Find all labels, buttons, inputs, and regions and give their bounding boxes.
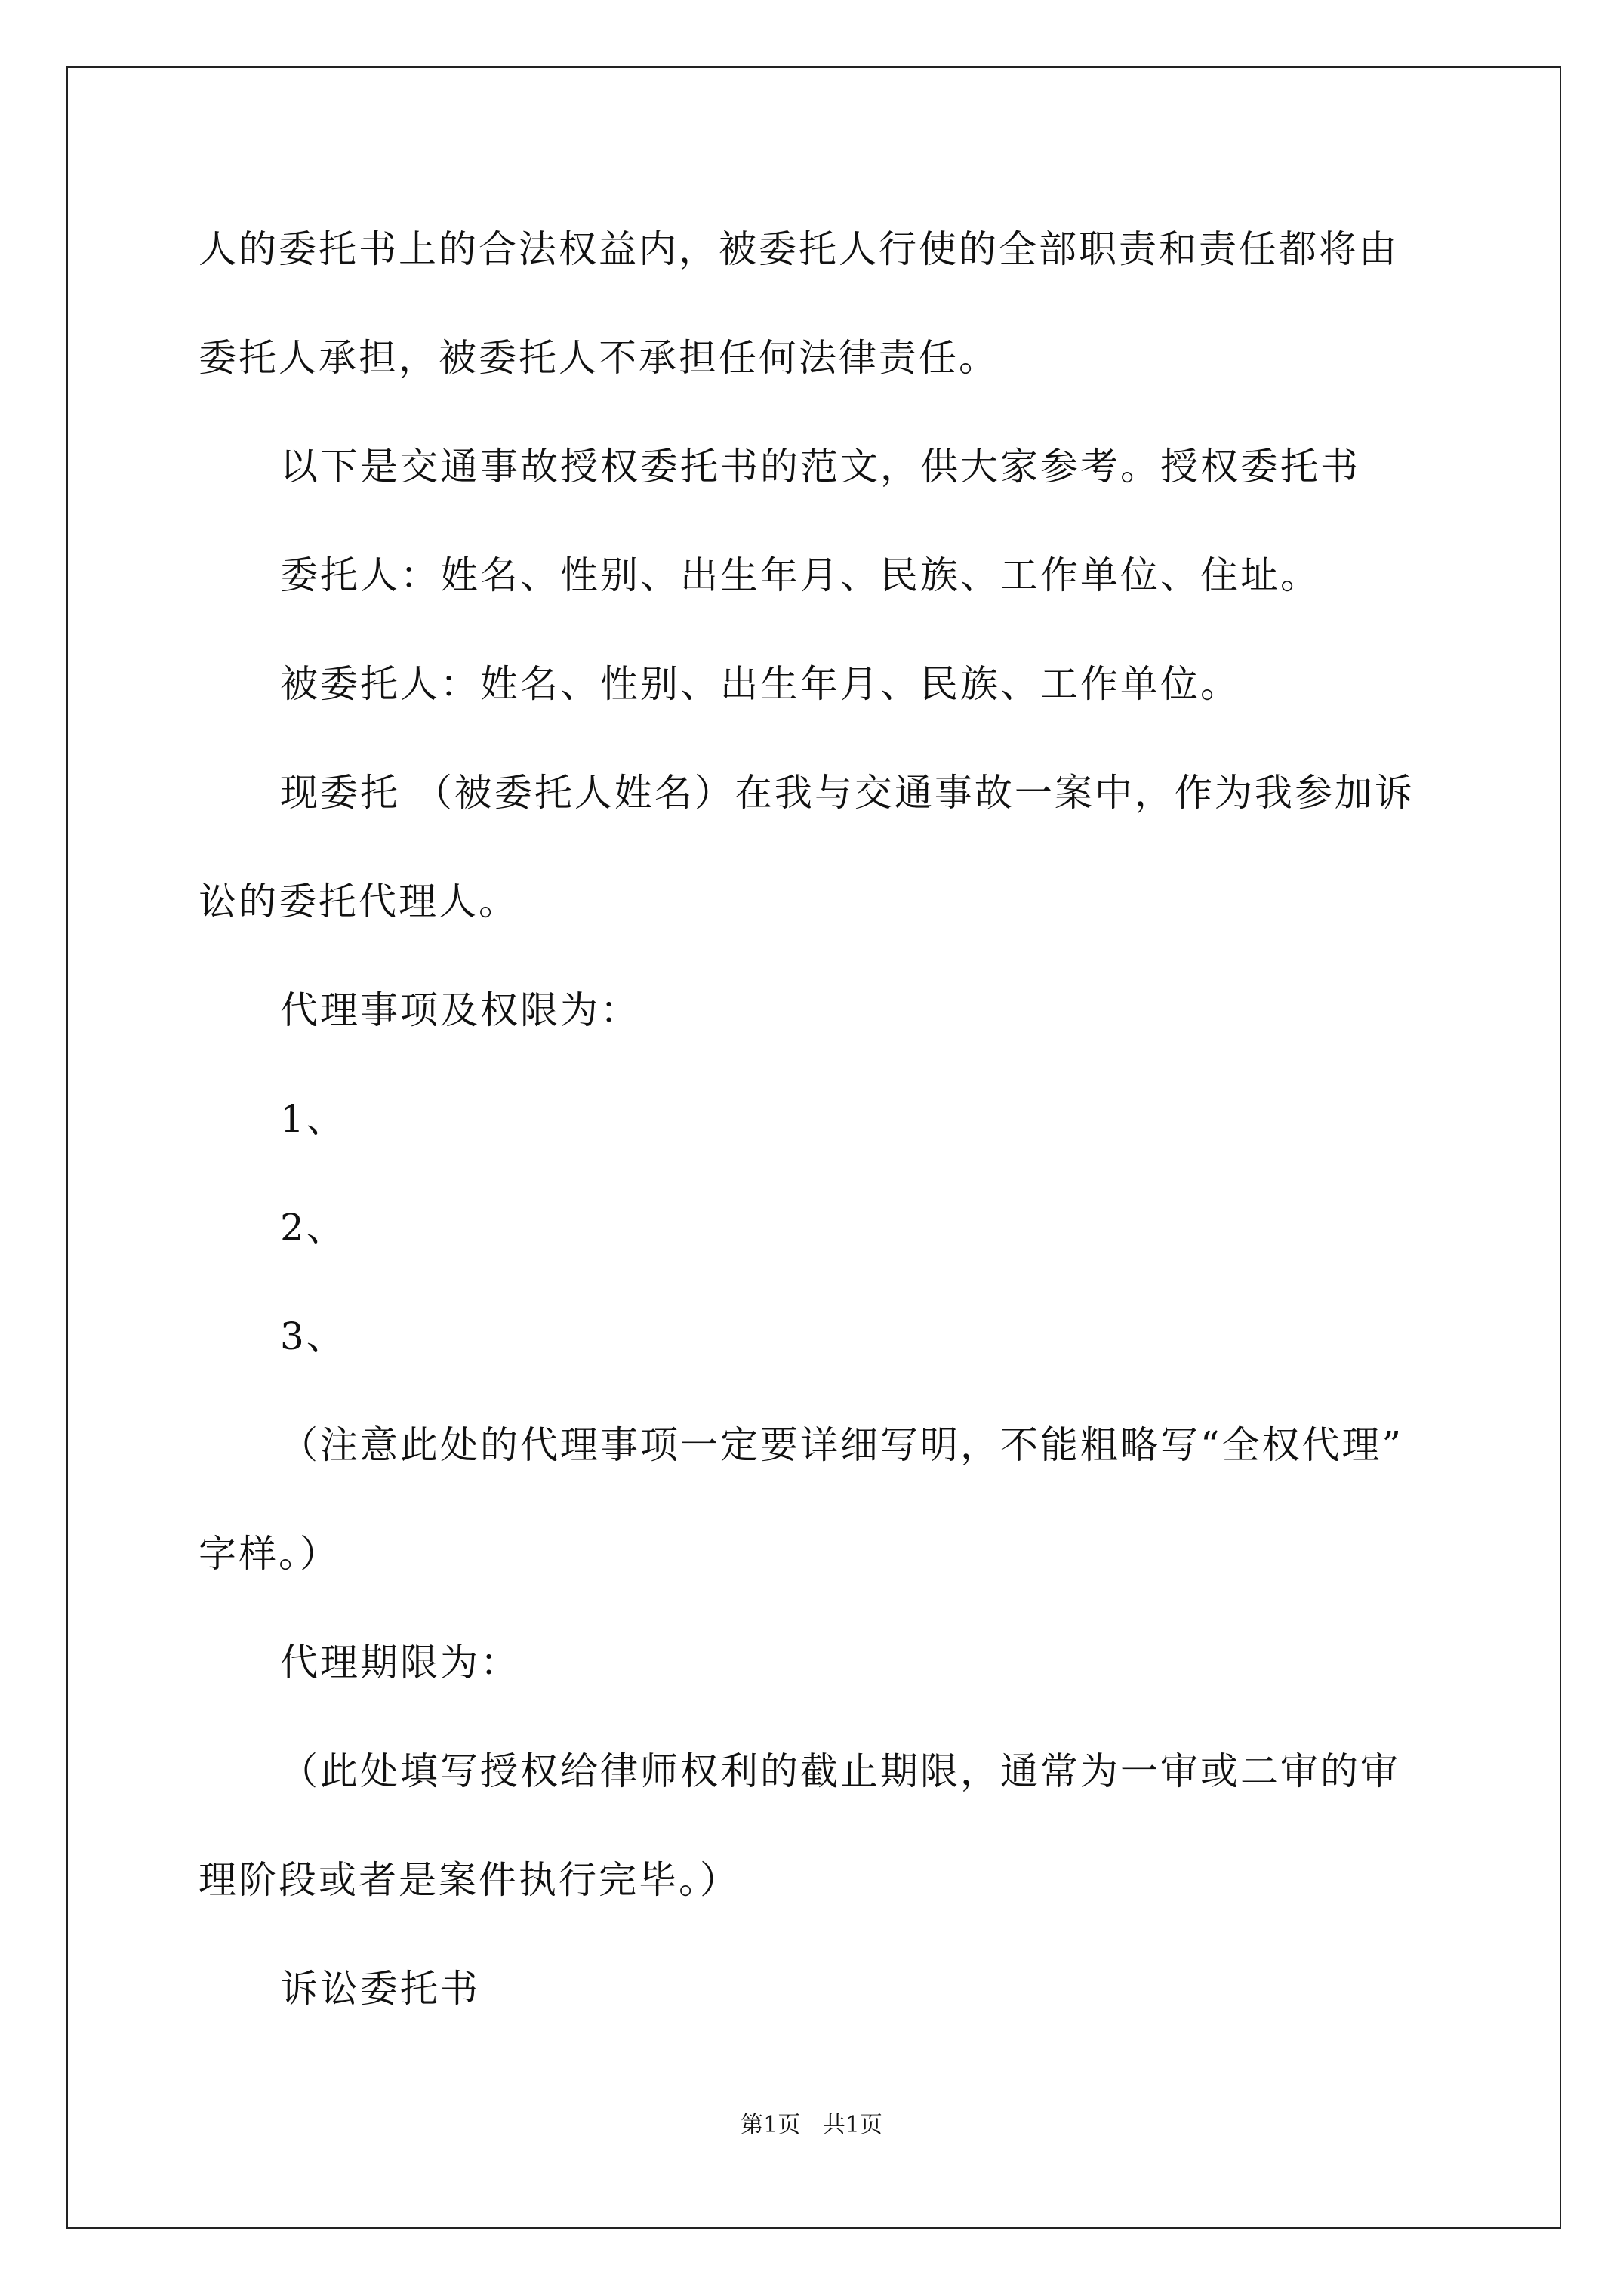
text-line: 以下是交通事故授权委托书的范文，供大家参考。授权委托书 [280, 445, 1360, 488]
page-border [66, 66, 1561, 2229]
text-line: 1、 [280, 1097, 346, 1141]
text-line: 3、 [280, 1314, 346, 1358]
text-line: 代理事项及权限为： [280, 988, 640, 1032]
text-line: 代理期限为： [280, 1641, 520, 1684]
text-line: （此处填写授权给律师权利的截止期限，通常为一审或二审的审 [280, 1749, 1400, 1793]
page-footer [0, 2110, 1623, 2140]
text-line: 委托人：姓名、性别、出生年月、民族、工作单位、住址。 [280, 553, 1320, 597]
text-line: （注意此处的代理事项一定要详细写明，不能粗略写“全权代理” [280, 1423, 1404, 1467]
text-line: 被委托人：姓名、性别、出生年月、民族、工作单位。 [280, 662, 1240, 706]
text-line: 2、 [280, 1206, 346, 1250]
page-number: 第1页 [741, 2112, 801, 2138]
text-line: 委托人承担，被委托人不承担任何法律责任。 [199, 336, 999, 380]
text-line: 诉讼委托书 [280, 1967, 480, 2011]
text-line: 字样。） [199, 1532, 340, 1576]
page-count: 共1页 [822, 2112, 882, 2138]
text-line: 现委托 （被委托人姓名）在我与交通事故一案中，作为我参加诉 [280, 771, 1415, 815]
text-line: 人的委托书上的合法权益内，被委托人行使的全部职责和责任都将由 [199, 227, 1399, 271]
text-line: 理阶段或者是案件执行完毕。） [199, 1858, 740, 1902]
text-line: 讼的委托代理人。 [199, 880, 519, 923]
